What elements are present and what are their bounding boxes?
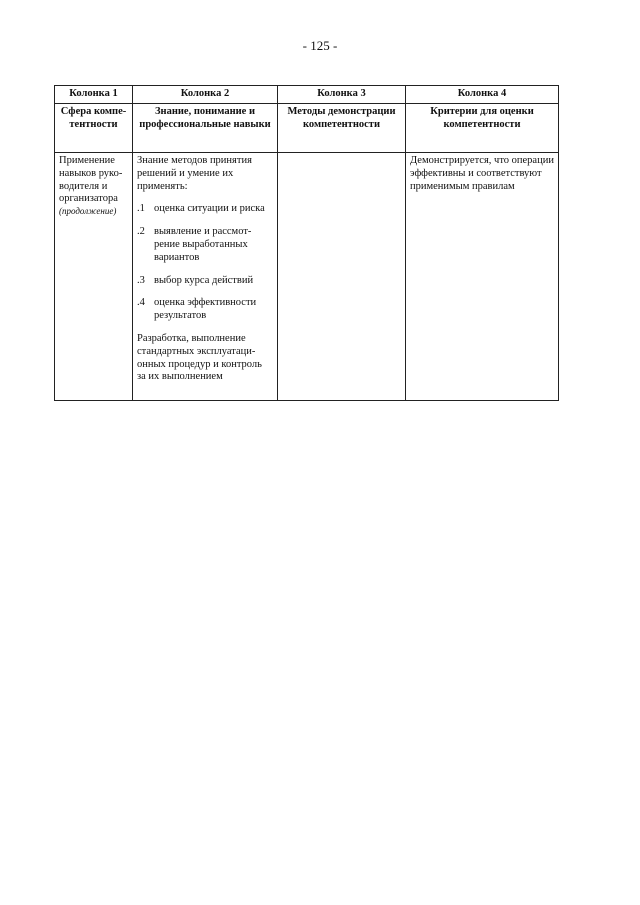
knowledge-cell	[133, 153, 278, 401]
knowledge-item	[137, 275, 273, 288]
knowledge-item-number: .4	[137, 297, 145, 309]
knowledge-item	[137, 297, 273, 323]
knowledge-item	[137, 226, 273, 264]
column-number-row	[55, 86, 559, 104]
knowledge-item-text: выбор курса действий	[154, 274, 254, 286]
column-number-3: Колонка 3	[278, 86, 406, 104]
knowledge-intro: Знание методов принятия решений и умение их применять:	[137, 155, 252, 192]
table-row	[55, 153, 559, 401]
knowledge-item-number: .2	[137, 226, 145, 238]
column-number-1: Колонка 1	[55, 86, 133, 104]
header-demonstration-methods: Методы демонстрации компетентности	[278, 104, 406, 153]
knowledge-item-number: .3	[137, 274, 145, 286]
knowledge-item-text: оценка эффективности результатов	[154, 297, 257, 322]
knowledge-item-text: выявление и рассмот-рение выработанных вариантов	[154, 226, 252, 263]
column-header-row	[55, 104, 559, 153]
header-assessment-criteria: Критерии для оценки компетентности	[406, 104, 559, 153]
competence-table	[54, 85, 559, 401]
header-knowledge: Знание, понимание и профессиональные навыки	[133, 104, 278, 153]
knowledge-item-number: .1	[137, 203, 145, 215]
demonstration-methods-cell	[278, 153, 406, 401]
knowledge-item	[137, 203, 273, 216]
criteria-cell: Демонстрируется, что операции эффективны и соответствуют применимым правилам	[406, 153, 559, 401]
page-number: - 125 -	[302, 38, 338, 53]
competence-area-cell	[55, 153, 133, 401]
knowledge-item-text: оценка ситуации и риска	[154, 203, 265, 215]
knowledge-closing: Разработка, выполнение стандартных эксплуатаци-онных процедур и контроль за их выполнением	[137, 332, 262, 383]
column-number-4: Колонка 4	[406, 86, 559, 104]
header-competence-area: Сфера компе-тентности	[55, 104, 133, 153]
column-number-2: Колонка 2	[133, 86, 278, 104]
continued-note: (продолжение)	[59, 206, 117, 217]
competence-area-text: Применение навыков руко-водителя и организатора	[59, 155, 123, 205]
